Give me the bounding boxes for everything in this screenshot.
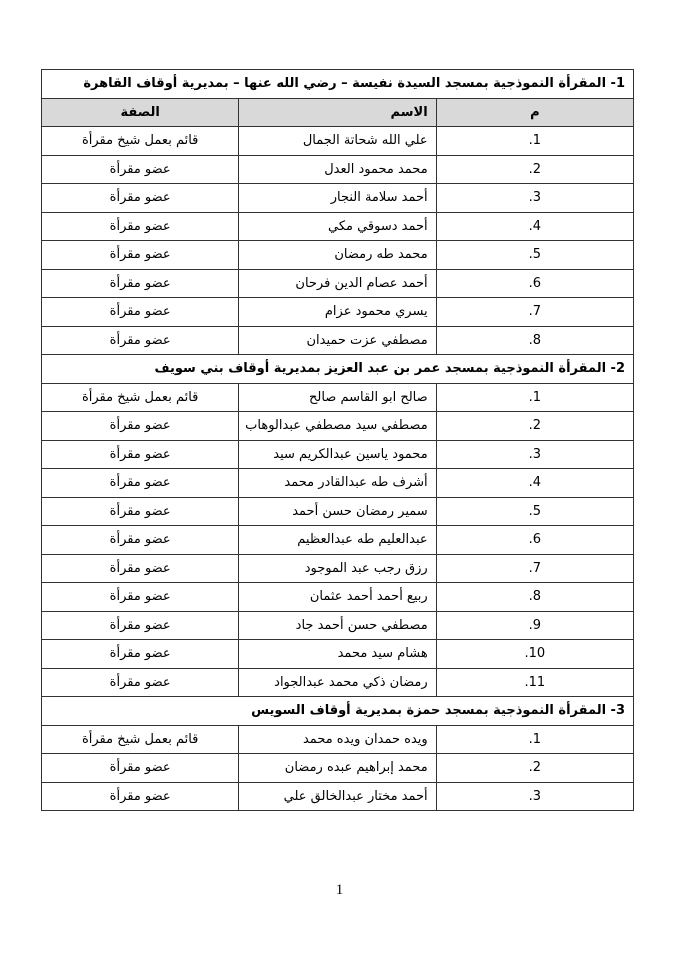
readers-table [41, 69, 634, 811]
table-row [42, 326, 634, 355]
row-name: سمير رمضان حسن أحمد [239, 497, 436, 526]
table-row [42, 469, 634, 498]
row-role: عضو مقرأة [42, 469, 239, 498]
table-row [42, 184, 634, 213]
row-name: ربيع أحمد أحمد عثمان [239, 583, 436, 612]
table-row [42, 298, 634, 327]
row-name: مصطفي سيد مصطفي عبدالوهاب [239, 412, 436, 441]
row-role: قائم بعمل شيخ مقرأة [42, 383, 239, 412]
row-number: 1. [436, 383, 633, 412]
row-name: أحمد عصام الدين فرحان [239, 269, 436, 298]
table-row [42, 668, 634, 697]
row-role: عضو مقرأة [42, 640, 239, 669]
table-row [42, 754, 634, 783]
table-row [42, 497, 634, 526]
row-role: عضو مقرأة [42, 497, 239, 526]
row-role: عضو مقرأة [42, 412, 239, 441]
table-row [42, 640, 634, 669]
row-number: 7. [436, 298, 633, 327]
row-number: 3. [436, 184, 633, 213]
row-name: رزق رجب عبد الموجود [239, 554, 436, 583]
row-name: صالح ابو القاسم صالح [239, 383, 436, 412]
row-number: 10. [436, 640, 633, 669]
row-role: عضو مقرأة [42, 668, 239, 697]
row-role: قائم بعمل شيخ مقرأة [42, 127, 239, 156]
row-role: عضو مقرأة [42, 440, 239, 469]
row-number: 2. [436, 412, 633, 441]
table-row [42, 611, 634, 640]
row-role: عضو مقرأة [42, 782, 239, 811]
row-role: عضو مقرأة [42, 583, 239, 612]
row-role: قائم بعمل شيخ مقرأة [42, 725, 239, 754]
row-role: عضو مقرأة [42, 754, 239, 783]
row-name: أحمد سلامة النجار [239, 184, 436, 213]
section-title-row [42, 70, 634, 99]
row-name: محمد طه رمضان [239, 241, 436, 270]
row-name: أحمد مختار عبدالخالق علي [239, 782, 436, 811]
row-name: محمد محمود العدل [239, 155, 436, 184]
row-name: مصطفي عزت حميدان [239, 326, 436, 355]
row-role: عضو مقرأة [42, 212, 239, 241]
row-number: 6. [436, 526, 633, 555]
row-role: عضو مقرأة [42, 269, 239, 298]
table-row [42, 212, 634, 241]
table-row [42, 412, 634, 441]
row-number: 3. [436, 782, 633, 811]
row-name: رمضان ذكي محمد عبدالجواد [239, 668, 436, 697]
row-number: 1. [436, 127, 633, 156]
row-name: محمود ياسين عبدالكريم سيد [239, 440, 436, 469]
row-number: 7. [436, 554, 633, 583]
header-num: م [436, 98, 633, 127]
row-number: 4. [436, 212, 633, 241]
table-row [42, 269, 634, 298]
row-number: 5. [436, 241, 633, 270]
table-row [42, 127, 634, 156]
table-row [42, 782, 634, 811]
row-number: 8. [436, 326, 633, 355]
row-number: 5. [436, 497, 633, 526]
table-row [42, 241, 634, 270]
header-name: الاسم [239, 98, 436, 127]
row-number: 6. [436, 269, 633, 298]
row-number: 9. [436, 611, 633, 640]
row-number: 3. [436, 440, 633, 469]
row-number: 2. [436, 155, 633, 184]
row-name: عبدالعليم طه عبدالعظيم [239, 526, 436, 555]
row-name: محمد إبراهيم عبده رمضان [239, 754, 436, 783]
table-row [42, 526, 634, 555]
row-role: عضو مقرأة [42, 326, 239, 355]
row-name: مصطفي حسن أحمد جاد [239, 611, 436, 640]
row-role: عضو مقرأة [42, 184, 239, 213]
row-role: عضو مقرأة [42, 298, 239, 327]
table-row [42, 554, 634, 583]
table-header-row [42, 98, 634, 127]
table-body [42, 70, 634, 811]
row-name: علي الله شحاتة الجمال [239, 127, 436, 156]
row-role: عضو مقرأة [42, 241, 239, 270]
header-role: الصفة [42, 98, 239, 127]
table-row [42, 583, 634, 612]
table-row [42, 440, 634, 469]
row-role: عضو مقرأة [42, 155, 239, 184]
row-name: أحمد دسوقي مكي [239, 212, 436, 241]
row-name: أشرف طه عبدالقادر محمد [239, 469, 436, 498]
row-number: 4. [436, 469, 633, 498]
row-number: 11. [436, 668, 633, 697]
section-title: 1- المقرأة النموذجية بمسجد السيدة نفيسة – رضي الله عنها – بمديرية أوقاف القاهرة [42, 70, 634, 99]
row-number: 8. [436, 583, 633, 612]
row-number: 1. [436, 725, 633, 754]
row-name: ويده حمدان ويده محمد [239, 725, 436, 754]
section-title-row [42, 697, 634, 726]
row-name: يسري محمود عزام [239, 298, 436, 327]
section-title-row [42, 355, 634, 384]
row-role: عضو مقرأة [42, 611, 239, 640]
row-role: عضو مقرأة [42, 526, 239, 555]
section-title: 2- المقرأة النموذجية بمسجد عمر بن عبد العزيز بمديرية أوقاف بني سويف [42, 355, 634, 384]
table-row [42, 383, 634, 412]
section-title: 3- المقرأة النموذجية بمسجد حمزة بمديرية أوقاف السويس [42, 697, 634, 726]
row-name: هشام سيد محمد [239, 640, 436, 669]
table-row [42, 725, 634, 754]
row-number: 2. [436, 754, 633, 783]
row-role: عضو مقرأة [42, 554, 239, 583]
table-row [42, 155, 634, 184]
page-number: 1 [335, 882, 344, 898]
